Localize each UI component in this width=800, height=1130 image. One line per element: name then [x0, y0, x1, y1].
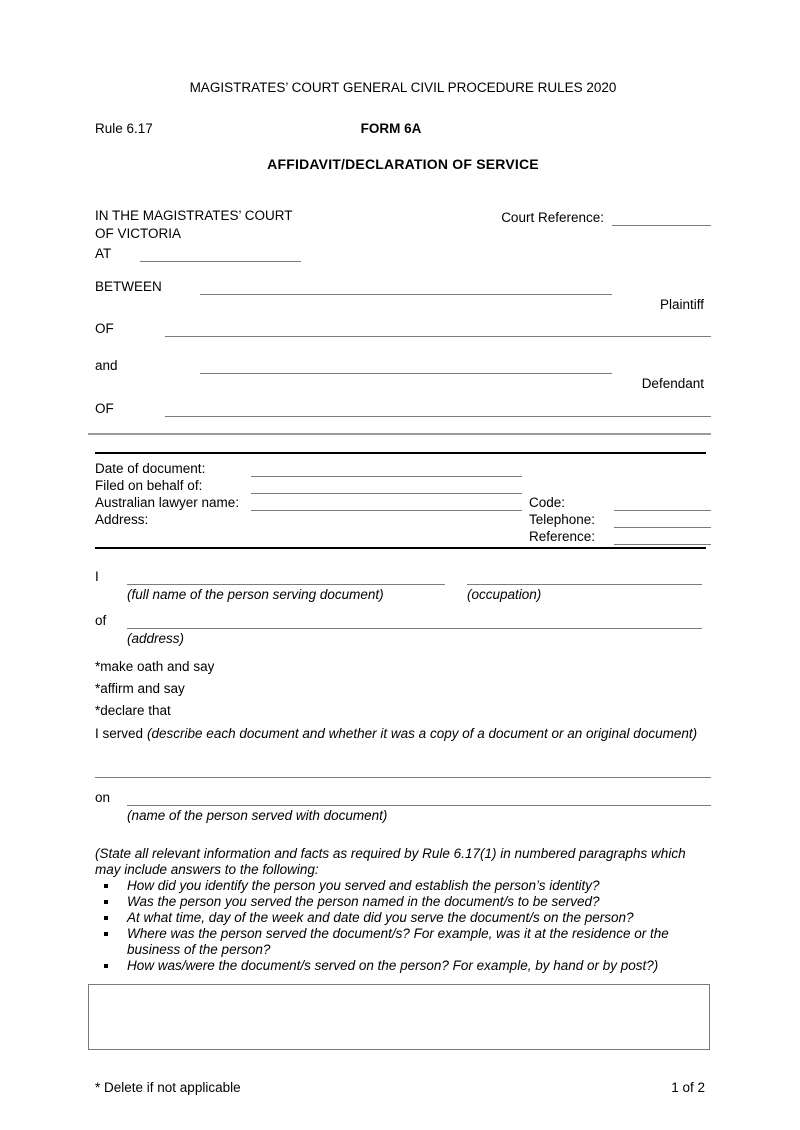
oath-option-make-oath: *make oath and say	[95, 659, 215, 675]
address-caption: (address)	[127, 631, 185, 647]
rules-title: MAGISTRATES’ COURT GENERAL CIVIL PROCEDURE RULES 2020	[189, 80, 617, 95]
heavy-divider-bottom	[95, 547, 706, 549]
delete-note: * Delete if not applicable	[95, 1080, 241, 1096]
lawyer-name-field[interactable]	[251, 495, 522, 511]
filed-on-behalf-label: Filed on behalf of:	[95, 477, 203, 493]
bullet-text: How did you identify the person you served and establish the person’s identity?	[127, 878, 600, 894]
bullet-square-icon	[104, 916, 108, 920]
court-reference-field[interactable]	[612, 210, 711, 226]
on-label: on	[95, 789, 111, 805]
rule-number: Rule 6.17	[95, 121, 153, 137]
caption-indent	[95, 631, 127, 647]
served-caption: (describe each document and whether it was a copy of a document or an original document)	[147, 726, 698, 742]
on-caption: (name of the person served with document)	[127, 808, 388, 824]
list-item	[95, 958, 711, 974]
defendant-address-field[interactable]	[165, 401, 711, 417]
bullet-text: How was/were the document/s served on the person? For example, by hand or by post?)	[127, 958, 659, 974]
court-name-line2: OF VICTORIA	[95, 226, 182, 242]
served-documents-field[interactable]	[95, 743, 711, 778]
bullet-square-icon	[104, 884, 108, 888]
server-address-field[interactable]	[127, 613, 702, 629]
bullet-text: At what time, day of the week and date did you serve the document/s on the person?	[127, 910, 634, 926]
address-label: Address:	[95, 511, 149, 527]
form-title: AFFIDAVIT/DECLARATION OF SERVICE	[267, 156, 539, 173]
caption-indent	[95, 808, 127, 824]
heavy-divider-top	[95, 452, 706, 454]
telephone-label: Telephone:	[529, 511, 596, 527]
reference-label: Reference:	[529, 528, 596, 544]
court-location-field[interactable]	[140, 246, 301, 262]
plaintiff-name-field[interactable]	[200, 279, 612, 295]
bullet-text: Was the person you served the person named in the document/s to be served?	[127, 894, 600, 910]
occupation-caption: (occupation)	[467, 587, 542, 603]
lawyer-name-label: Australian lawyer name:	[95, 494, 240, 510]
oath-option-affirm: *affirm and say	[95, 681, 185, 697]
date-of-document-field[interactable]	[251, 461, 522, 477]
list-item	[95, 878, 711, 894]
service-details-box[interactable]	[88, 984, 710, 1050]
reference-field[interactable]	[614, 529, 711, 545]
at-label: AT	[95, 245, 112, 261]
page-number: 1 of 2	[671, 1080, 705, 1096]
form-number: FORM 6A	[360, 121, 422, 137]
code-label: Code:	[529, 494, 566, 510]
defendant-of-label: OF	[95, 400, 114, 416]
plaintiff-address-field[interactable]	[165, 321, 711, 337]
thin-divider	[88, 433, 711, 435]
list-item	[95, 894, 711, 910]
caption-indent	[95, 587, 127, 603]
defendant-name-field[interactable]	[200, 358, 612, 374]
plaintiff-of-label: OF	[95, 320, 114, 336]
defendant-tag: Defendant	[641, 376, 704, 392]
code-field[interactable]	[614, 495, 711, 511]
between-label: BETWEEN	[95, 278, 162, 294]
bullet-square-icon	[104, 964, 108, 968]
deponent-of-label: of	[95, 612, 107, 628]
bullet-square-icon	[104, 932, 108, 936]
deponent-i-label: I	[95, 568, 99, 584]
occupation-field[interactable]	[467, 569, 702, 585]
list-item	[95, 926, 711, 958]
telephone-field[interactable]	[614, 512, 711, 528]
instructions-intro: (State all relevant information and facts as required by Rule 6.17(1) in numbered paragraphs which may include answers to the following:	[95, 846, 686, 878]
court-reference-label: Court Reference:	[501, 209, 604, 225]
oath-option-declare: *declare that	[95, 703, 171, 719]
server-name-field[interactable]	[127, 569, 445, 585]
and-label: and	[95, 357, 118, 373]
court-name-line1: IN THE MAGISTRATES’ COURT	[95, 208, 293, 224]
full-name-caption: (full name of the person serving document)	[127, 587, 384, 603]
person-served-field[interactable]	[127, 790, 711, 806]
filed-on-behalf-field[interactable]	[251, 478, 522, 494]
bullet-text: Where was the person served the document/s? For example, was it at the residence or the business of the person?	[127, 926, 669, 958]
bullet-square-icon	[104, 900, 108, 904]
date-of-document-label: Date of document:	[95, 460, 206, 476]
served-label: I served	[95, 726, 144, 742]
list-item	[95, 910, 711, 926]
plaintiff-tag: Plaintiff	[659, 297, 704, 313]
